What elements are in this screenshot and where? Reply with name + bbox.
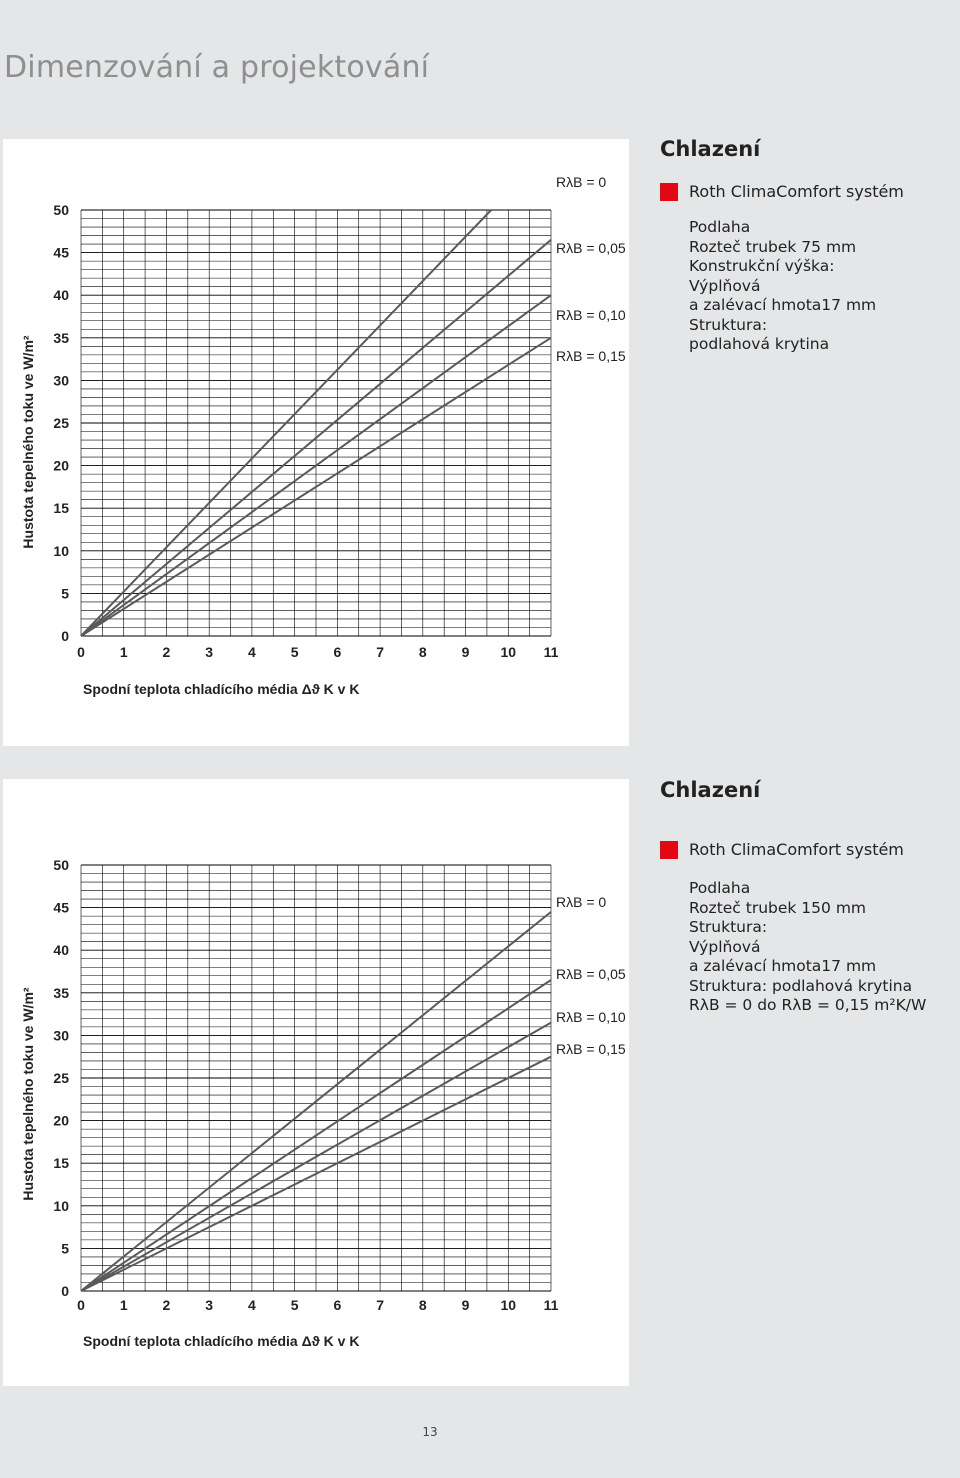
y-tick-label: 40	[53, 942, 69, 959]
spec-line: Konstrukční výška:	[689, 257, 835, 275]
y-tick-label: 20	[53, 1112, 69, 1129]
page-number: 13	[422, 1425, 438, 1439]
spec-line: Struktura:	[689, 315, 768, 334]
spec-line: a zalévací hmota17 mm	[689, 957, 877, 975]
x-tick-label: 3	[205, 1297, 214, 1313]
x-tick-label: 1	[119, 644, 128, 660]
series-label: RλB = 0,05	[556, 966, 626, 982]
y-tick-label: 15	[53, 1155, 69, 1172]
x-tick-label: 0	[77, 644, 85, 660]
x-tick-label: 4	[248, 1297, 256, 1313]
y-tick-label: 30	[53, 372, 69, 389]
x-tick-label: 7	[376, 1297, 384, 1313]
x-tick-label: 9	[461, 644, 470, 660]
spec-line: RλB = 0 do RλB = 0,15 m²K/W	[689, 996, 927, 1014]
x-tick-label: 1	[119, 1297, 128, 1313]
x-tick-label: 6	[333, 644, 342, 660]
y-tick-label: 40	[53, 287, 69, 304]
spec-list	[660, 879, 955, 1016]
chart	[3, 139, 629, 746]
y-tick-label: 5	[61, 1240, 69, 1257]
y-tick-label: 35	[53, 984, 69, 1001]
x-tick-label: 6	[333, 1297, 342, 1313]
y-axis-label: Hustota tepelného toku ve W/m²	[20, 987, 36, 1201]
grid	[81, 865, 551, 1291]
x-axis-label: Spodní teplota chladícího média Δϑ K v K	[83, 681, 360, 697]
x-tick-label: 7	[376, 644, 384, 660]
red-square-icon	[660, 841, 678, 859]
spec-line: Výplňová	[689, 937, 761, 956]
system-name	[660, 182, 955, 201]
spec-line: a zalévací hmota17 mm	[689, 296, 877, 314]
y-tick-label: 25	[53, 1070, 69, 1086]
x-tick-label: 4	[248, 644, 256, 660]
chart-panel	[3, 139, 629, 746]
spec-line: Výplňová	[689, 276, 761, 295]
y-tick-label: 50	[53, 202, 69, 218]
x-tick-label: 5	[290, 644, 299, 660]
x-tick-label: 3	[205, 644, 214, 660]
y-tick-label: 35	[53, 329, 69, 346]
system-name	[660, 840, 955, 859]
series-label: RλB = 0,15	[556, 1041, 626, 1057]
x-tick-label: 11	[543, 644, 559, 660]
spec-line: Struktura:	[689, 918, 768, 936]
series-label: RλB = 0,10	[556, 307, 626, 323]
x-tick-label: 8	[418, 644, 427, 660]
spec-line: podlahová krytina	[689, 335, 830, 353]
x-tick-label: 8	[418, 1297, 427, 1313]
x-tick-label: 9	[461, 1297, 470, 1313]
x-tick-label: 5	[290, 1297, 299, 1313]
section-heading: Chlazení	[660, 137, 761, 161]
x-tick-label: 10	[500, 644, 517, 660]
chart-panel	[3, 779, 629, 1386]
series-label: RλB = 0,15	[556, 348, 626, 364]
y-tick-label: 50	[53, 857, 69, 873]
y-tick-label: 5	[61, 585, 69, 602]
spec-line: Rozteč trubek 75 mm	[689, 237, 857, 256]
series-label: RλB = 0	[556, 174, 607, 190]
y-tick-label: 10	[53, 1197, 69, 1214]
spec-line: Podlaha	[689, 879, 751, 897]
y-tick-label: 20	[53, 457, 69, 474]
page-title: Dimenzování a projektování	[4, 50, 430, 85]
red-square-icon	[660, 183, 678, 201]
spec-line: Podlaha	[689, 218, 751, 236]
system-label: Roth ClimaComfort systém	[689, 840, 904, 859]
y-tick-label: 0	[61, 1283, 69, 1299]
y-tick-label: 10	[53, 542, 69, 559]
y-tick-label: 15	[53, 500, 69, 517]
chart	[3, 779, 629, 1386]
system-label: Roth ClimaComfort systém	[689, 182, 904, 201]
y-tick-label: 45	[53, 244, 69, 261]
x-tick-label: 10	[500, 1297, 517, 1313]
x-tick-label: 11	[543, 1297, 559, 1313]
y-tick-label: 45	[53, 899, 69, 916]
series-label: RλB = 0,10	[556, 1009, 626, 1025]
series-label: RλB = 0	[556, 894, 607, 910]
series-label: RλB = 0,05	[556, 240, 626, 256]
y-tick-label: 0	[61, 628, 69, 644]
x-tick-label: 2	[162, 644, 171, 660]
side-info	[660, 778, 955, 1016]
grid	[81, 210, 551, 636]
y-tick-label: 30	[53, 1027, 69, 1044]
x-tick-label: 0	[77, 1297, 85, 1313]
section-heading: Chlazení	[660, 778, 761, 802]
spec-line: Rozteč trubek 150 mm	[689, 898, 867, 917]
spec-list	[660, 218, 955, 355]
x-axis-label: Spodní teplota chladícího média Δϑ K v K	[83, 1333, 360, 1349]
spec-line: Struktura: podlahová krytina	[689, 976, 913, 995]
x-tick-label: 2	[162, 1297, 171, 1313]
y-axis-label: Hustota tepelného toku ve W/m²	[20, 335, 36, 549]
y-tick-label: 25	[53, 415, 69, 431]
side-info	[660, 137, 955, 355]
